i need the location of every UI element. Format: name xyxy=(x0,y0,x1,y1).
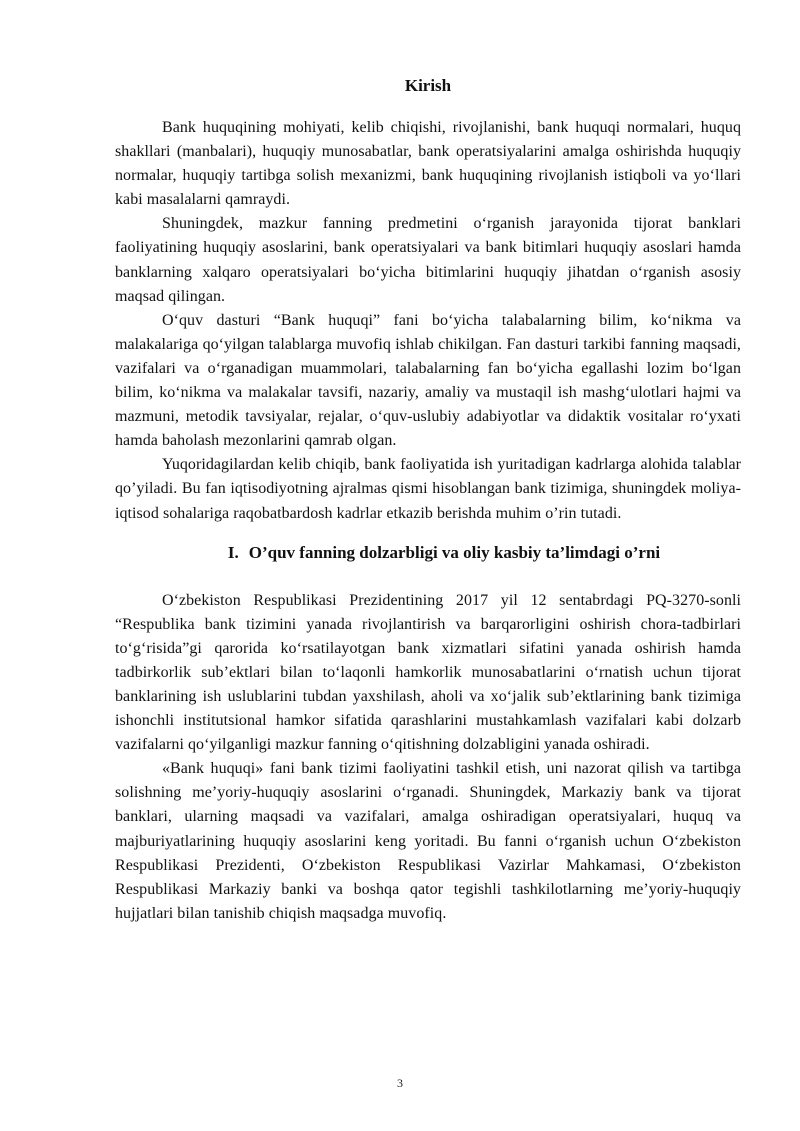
document-title: Kirish xyxy=(404,76,452,95)
intro-paragraph-2: Shuningdek, mazkur fanning predmetini o‘rganish jarayonida tijorat banklari faoliyatining huquqiy asoslarini, bank operatsiyalari va bank bitimlari huquqiy asoslari hamda banklarning xalqaro operatsiyalari bo‘yicha bitimlarini huquqiy jihatdan o‘rganish asosiy maqsad qilingan. xyxy=(115,215,741,305)
section-body xyxy=(115,589,741,926)
section-paragraph-1: O‘zbekiston Respublikasi Prezidentining 2017 yil 12 sentabrdagi PQ-3270-sonli “Respublika bank tizimini yanada rivojlantirish va barqarorligini oshirish chora-tadbirlari to‘g‘risida”gi qarorida ko‘rsatilayotgan bank xizmatlari sifatini yanada oshirish hamda tadbirkorlik sub’ektlari bilan to‘laqonli hamkorlik munosabatlarini o‘rnatish uchun tijorat banklarining ish uslublarini tubdan yaxshilash, aholi va xo‘jalik sub’ektlarining bank tizimiga ishonchli institutsional hamkor sifatida qarashlarini mustahkamlash vazifalari kabi dolzarb vazifalarni qo‘yilganligi mazkur fanning o‘qitishning dolzabligini yanada oshiradi. xyxy=(115,591,741,754)
intro-paragraph-4: Yuqoridagilardan kelib chiqib, bank faoliyatida ish yuritadigan kadrlarga alohida talablar qo’yiladi. Bu fan iqtisodiyotning ajralmas qismi hisoblangan bank tizimiga, shuningdek moliya-iqtisod sohalariga raqobatbardosh kadrlar etkazib berishda muhim o’rin tutadi. xyxy=(115,456,741,522)
section-number: I. xyxy=(227,542,239,562)
section-paragraph-2: «Bank huquqi» fani bank tizimi faoliyatini tashkil etish, uni nazorat qilish va tartibga solishning me’yoriy-huquqiy asoslarini o‘rganadi. Shuningdek, Markaziy bank va tijorat banklari, ularning maqsadi va vazifalari, amalga oshiradigan operatsiyalari, huquq va majburiyatlarining huquqiy asoslarini keng yoritadi. Bu fanni o‘rganish uchun O‘zbekiston Respublikasi Prezidenti, O‘zbekiston Respublikasi Vazirlar Mahkamasi, O‘zbekiston Respublikasi Markaziy banki va boshqa qator tegishli tashkilotlarning me’yoriy-huquqiy hujjatlari bilan tanishib chiqish maqsadga muvofiq. xyxy=(115,760,741,922)
document-page xyxy=(115,74,741,926)
intro-section xyxy=(115,116,741,526)
intro-paragraph-1: Bank huquqining mohiyati, kelib chiqishi, rivojlanishi, bank huquqi normalari, huquq shakllari (manbalari), huquqiy munosabatlar, bank operatsiyalarini amalga oshirishda huquqiy normalar, huquqiy tartibga solish mexanizmi, bank huquqining rivojlanish istiqboli va yo‘llari kabi masalalarni qamraydi. xyxy=(115,119,741,209)
section-title: O’quv fanning dolzarbligi va oliy kasbiy ta’limdagi o’rni xyxy=(248,542,661,562)
section-heading xyxy=(115,541,741,565)
intro-paragraph-3: O‘quv dasturi “Bank huquqi” fani bo‘yicha talabalarning bilim, ko‘nikma va malakalariga qo‘yilgan talablarga muvofiq ishlab chikilgan. Fan dasturi tarkibi fanning maqsadi, vazifalari va o‘rganadigan muammolari, talabalarning fan bo‘yicha egallashi lozim bo‘lgan bilim, ko‘nikma va malakalar tavsifi, nazariy, amaliy va mustaqil ish mashg‘ulotlari hajmi va mazmuni, metodik tavsiyalar, rejalar, o‘quv-uslubiy adabiyotlar va didaktik vositalar ro‘yxati hamda baholash mezonlarini qamrab olgan. xyxy=(115,311,741,450)
page-number: 3 xyxy=(397,1076,403,1090)
